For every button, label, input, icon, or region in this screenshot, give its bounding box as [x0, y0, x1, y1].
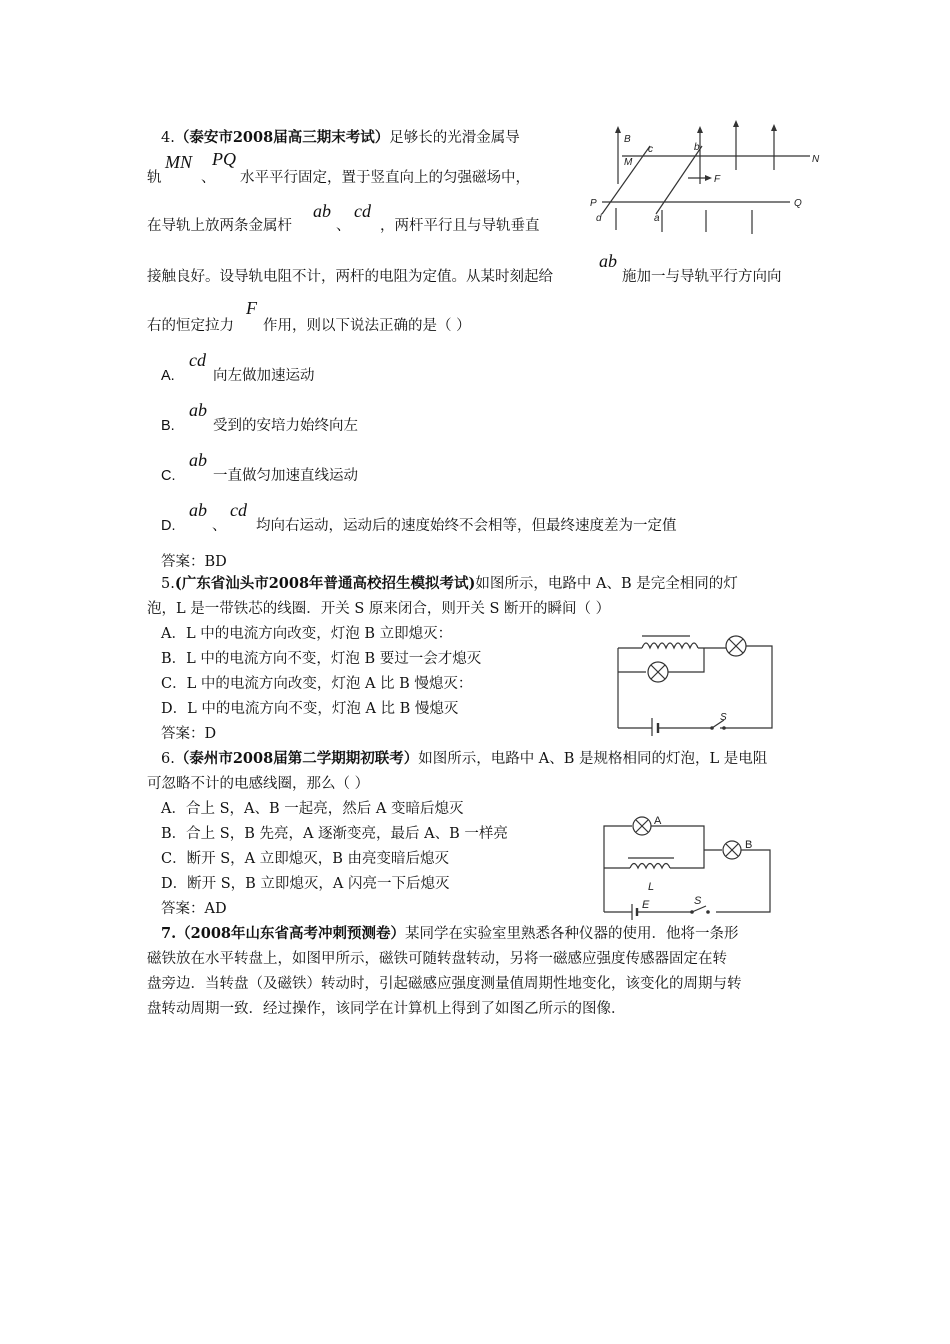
q5-source: (广东省汕头市2008年普通高校招生模拟考试): [174, 575, 476, 592]
q5-line-2: 泡，L 是一带铁芯的线圈．开关 S 原来闭合，则开关 S 断开的瞬间（ ）: [147, 601, 611, 617]
q5-option-c: C．L 中的电流方向改变，灯泡 A 比 B 慢熄灭：: [161, 676, 473, 692]
label-m: M: [624, 157, 633, 168]
label-d: d: [596, 213, 602, 224]
q7-line-2: 磁铁放在水平转盘上，如图甲所示，磁铁可随转盘转动，另将一磁感应强度传感器固定在转: [147, 951, 727, 967]
q5-text: 如图所示，电路中 A、B 是完全相同的灯: [475, 576, 738, 592]
q4-line-5-b: 作用，则以下说法正确的是（ ）: [263, 318, 471, 334]
q5-option-b: B．L 中的电流方向不变，灯泡 B 要过一会才熄灭: [161, 651, 482, 667]
q4-text: 足够长的光滑金属导: [389, 130, 520, 146]
q5-line-1: [161, 574, 738, 594]
q6-option-b: B．合上 S，B 先亮，A 逐渐变亮，最后 A、B 一样亮: [161, 826, 508, 842]
label-c: c: [648, 144, 653, 155]
q6-line-1: [161, 749, 767, 769]
q6-number: 6.: [161, 751, 175, 767]
q4-option-c-label: C.: [161, 468, 176, 484]
q6-option-d: D．断开 S，B 立即熄灭，A 闪亮一下后熄灭: [161, 876, 450, 892]
q4-option-d-sep: 、: [212, 518, 227, 534]
var-ab: ab: [313, 201, 331, 221]
label-s: S: [694, 895, 702, 907]
label-a: a: [654, 213, 660, 224]
q6-source: （泰州市2008届第二学期期初联考）: [174, 750, 419, 767]
q5-option-d: D．L 中的电流方向不变，灯泡 A 比 B 慢熄灭: [161, 701, 459, 717]
label-s: S: [720, 712, 727, 723]
q7-source: （2008年山东省高考冲刺预测卷）: [176, 925, 405, 942]
q6-answer: 答案：AD: [161, 901, 227, 917]
var-ab: ab: [599, 251, 617, 271]
label-b: b: [694, 142, 700, 153]
q4-line-4-a: 接触良好。设导轨电阻不计，两杆的电阻为定值。从某时刻起给: [147, 269, 553, 285]
q4-line-4-b: 施加一与导轨平行方向向: [622, 269, 782, 285]
q7-text: 某同学在实验室里熟悉各种仪器的使用．他将一条形: [405, 926, 739, 942]
var-F: F: [246, 298, 257, 318]
q7-line-1: [161, 924, 739, 944]
q4-source: （泰安市2008届高三期末考试）: [174, 129, 390, 146]
q4-option-c-text: 一直做匀加速直线运动: [213, 468, 358, 484]
q4-line-3-c: ，两杆平行且与导轨垂直: [380, 218, 540, 234]
q4-line-2-a: 轨: [147, 170, 162, 186]
q6-option-c: C．断开 S，A 立即熄灭，B 由亮变暗后熄灭: [161, 851, 449, 867]
label-e: E: [642, 899, 650, 911]
var-ab: ab: [189, 450, 207, 470]
label-f: F: [714, 174, 721, 185]
label-a: A: [654, 815, 662, 827]
q5-circuit-figure: [612, 628, 778, 736]
q4-option-a-text: 向左做加速运动: [213, 368, 315, 384]
label-l: L: [648, 881, 655, 893]
q4-option-b-label: B.: [161, 418, 175, 434]
q4-line-3-b: 、: [336, 218, 351, 234]
q5-option-a: A．L 中的电流方向改变，灯泡 B 立即熄灭：: [161, 626, 453, 642]
q4-option-a-label: A.: [161, 368, 175, 384]
q4-number: 4.: [161, 130, 175, 146]
var-MN: MN: [165, 152, 192, 172]
inductor-coil: [630, 864, 670, 869]
q6-line-2: 可忽略不计的电感线圈，那么（ ）: [147, 776, 370, 792]
q4-line-5-a: 右的恒定拉力: [147, 318, 234, 334]
var-cd: cd: [189, 350, 206, 370]
q7-line-4: 盘转动周期一致．经过操作，该同学在计算机上得到了如图乙所示的图像．: [147, 1001, 626, 1017]
q4-option-d-text: 均向右运动，运动后的速度始终不会相等，但最终速度差为一定值: [256, 518, 677, 534]
var-cd: cd: [354, 201, 371, 221]
label-b-field: B: [624, 134, 631, 145]
q6-option-a: A．合上 S，A、B 一起亮，然后 A 变暗后熄灭: [161, 801, 464, 817]
var-ab: ab: [189, 400, 207, 420]
var-PQ: PQ: [212, 149, 236, 169]
label-q: Q: [794, 198, 802, 209]
q5-number: 5.: [161, 576, 175, 592]
q4-rails-figure: [590, 120, 830, 245]
q6-circuit-figure: [580, 812, 780, 920]
q6-text: 如图所示，电路中 A、B 是规格相同的灯泡，L 是电阻: [418, 751, 768, 767]
q4-answer: 答案：BD: [161, 554, 227, 570]
q4-option-b-text: 受到的安培力始终向左: [213, 418, 358, 434]
label-n: N: [812, 154, 820, 165]
q4-line-1: [161, 128, 520, 148]
q4-line-3-a: 在导轨上放两条金属杆: [147, 218, 292, 234]
inductor-coil: [642, 643, 698, 648]
var-ab: ab: [189, 500, 207, 520]
q4-option-d-label: D.: [161, 518, 176, 534]
label-p: P: [590, 198, 597, 209]
q4-line-2-b: 、: [201, 170, 216, 186]
label-b: B: [745, 839, 753, 851]
q7-line-3: 盘旁边．当转盘（及磁铁）转动时，引起磁感应强度测量值周期性地变化，该变化的周期与转: [147, 976, 742, 992]
q5-answer: 答案：D: [161, 726, 217, 742]
q7-number: 7.: [161, 925, 177, 942]
var-cd: cd: [230, 500, 247, 520]
q4-line-2-c: 水平平行固定，置于竖直向上的匀强磁场中，: [240, 170, 530, 186]
